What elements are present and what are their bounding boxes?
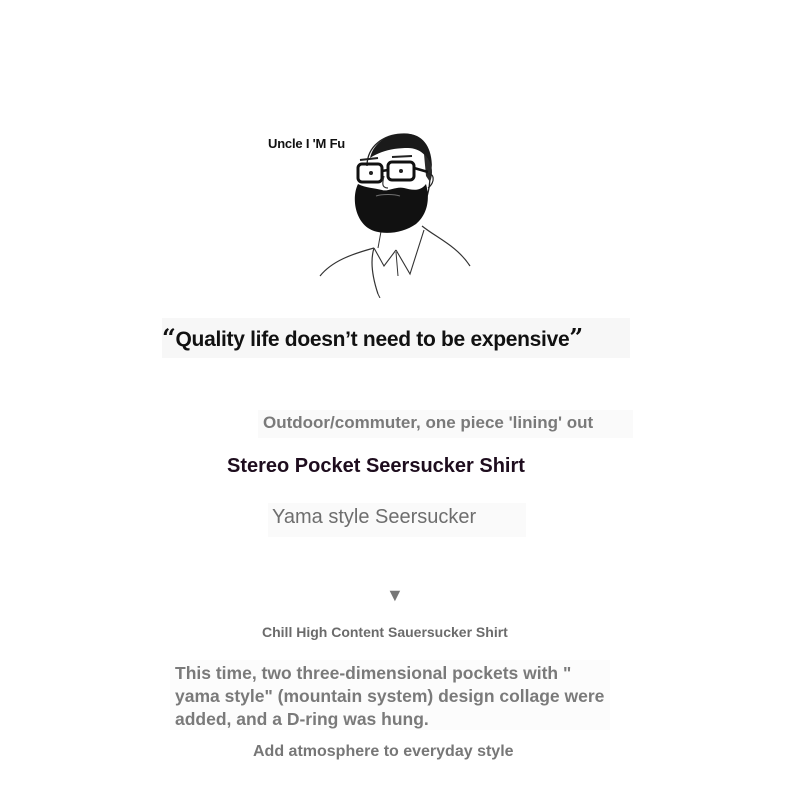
bearded-man-with-glasses-icon — [312, 126, 477, 298]
quote-open-mark: “ — [162, 323, 176, 352]
product-description: This time, two three-dimensional pockets with " yama style" (mountain system) design collage were added, and a D-ring was hung. — [175, 663, 605, 729]
quote-close-mark: ” — [569, 323, 583, 352]
down-arrow-icon: ▼ — [386, 585, 404, 605]
product-tagline: Outdoor/commuter, one piece 'lining' out — [263, 413, 594, 432]
product-style: Yama style Seersucker — [272, 506, 477, 528]
product-subtitle: Chill High Content Sauersucker Shirt — [262, 624, 508, 640]
footer-slogan: Add atmosphere to everyday style — [253, 743, 514, 760]
brand-name: Uncle I 'M Fu — [268, 136, 346, 151]
quote-body: Quality life doesn’t need to be expensive — [175, 328, 570, 351]
product-name: Stereo Pocket Seersucker Shirt — [227, 455, 525, 477]
quote-text — [162, 323, 583, 352]
